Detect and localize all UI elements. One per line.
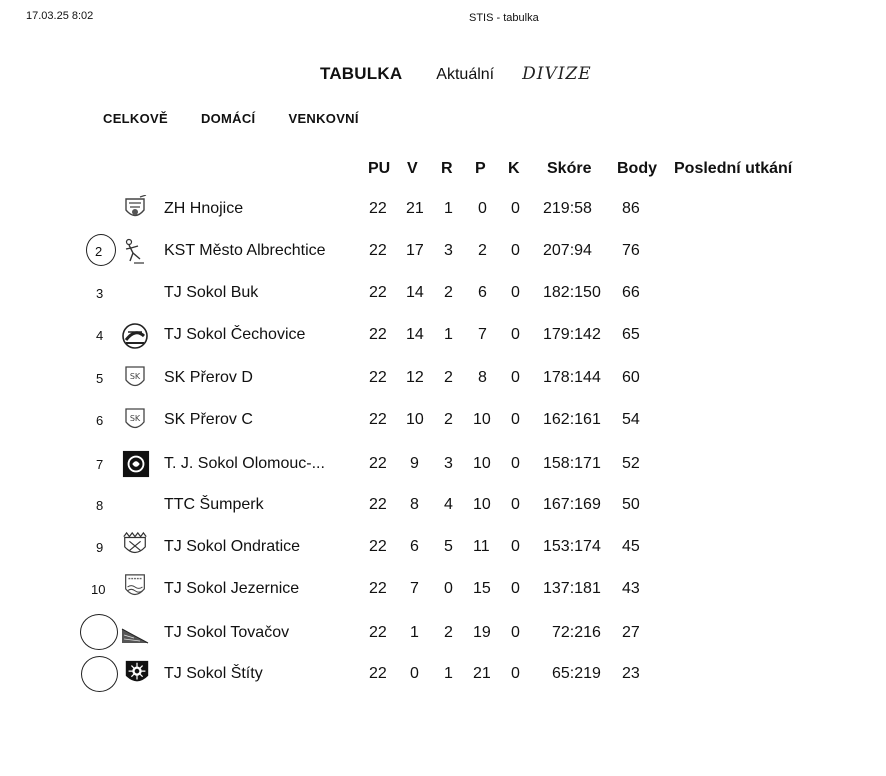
cell-k: 0 — [511, 411, 520, 428]
cell-pu: 22 — [369, 665, 387, 682]
cell-points: 60 — [622, 369, 640, 386]
cell-points: 45 — [622, 538, 640, 555]
table-row[interactable] — [0, 241, 886, 271]
cell-points: 27 — [622, 624, 640, 641]
rank: 4 — [96, 328, 104, 343]
page-title: TABULKA — [320, 64, 403, 83]
cell-points: 54 — [622, 411, 640, 428]
table-row[interactable] — [0, 579, 886, 609]
col-score: Skóre — [547, 160, 592, 177]
col-k: K — [508, 160, 520, 177]
cell-p: 2 — [478, 242, 487, 259]
hnojice-logo-icon — [120, 195, 150, 223]
cell-pu: 22 — [369, 326, 387, 343]
cell-r: 1 — [444, 200, 453, 217]
table-row[interactable] — [0, 325, 886, 355]
team-name[interactable]: TJ Sokol Čechovice — [164, 326, 306, 343]
cell-r: 0 — [444, 580, 453, 597]
team-name[interactable]: ZH Hnojice — [164, 200, 244, 217]
cell-v: 8 — [410, 496, 419, 513]
team-name[interactable]: KST Město Albrechtice — [164, 242, 326, 259]
stity-logo-icon — [122, 659, 152, 687]
cell-k: 0 — [511, 200, 520, 217]
cell-points: 52 — [622, 455, 640, 472]
team-name[interactable]: TJ Sokol Buk — [164, 284, 259, 301]
cell-k: 0 — [511, 496, 520, 513]
cell-k: 0 — [511, 326, 520, 343]
cell-k: 0 — [511, 665, 520, 682]
cell-pu: 22 — [369, 200, 387, 217]
cell-p: 21 — [473, 665, 491, 682]
cell-points: 66 — [622, 284, 640, 301]
ondratice-logo-icon — [120, 531, 150, 559]
team-name[interactable]: SK Přerov D — [164, 369, 253, 386]
rank: 6 — [96, 413, 104, 428]
prerov-logo-icon — [120, 406, 150, 434]
tab-overall[interactable]: CELKOVĚ — [103, 111, 168, 126]
table-row[interactable] — [0, 454, 886, 484]
cell-score: 219:58 — [543, 200, 592, 217]
cell-v: 14 — [406, 326, 424, 343]
cell-points: 65 — [622, 326, 640, 343]
cell-v: 6 — [410, 538, 419, 555]
handwritten-circle — [81, 656, 118, 692]
cell-score: 65:219 — [552, 665, 601, 682]
cell-r: 1 — [444, 326, 453, 343]
cell-k: 0 — [511, 284, 520, 301]
team-name[interactable]: TJ Sokol Tovačov — [164, 624, 290, 641]
rank: 7 — [96, 457, 104, 472]
tab-bar — [103, 111, 392, 126]
col-p: P — [475, 160, 486, 177]
print-title: STIS - tabulka — [469, 12, 539, 24]
cell-k: 0 — [511, 624, 520, 641]
col-points: Body — [617, 160, 657, 177]
cell-k: 0 — [511, 580, 520, 597]
cell-score: 207:94 — [543, 242, 592, 259]
cell-pu: 22 — [369, 284, 387, 301]
cell-r: 4 — [444, 496, 453, 513]
cell-k: 0 — [511, 369, 520, 386]
cell-r: 2 — [444, 284, 453, 301]
cell-score: 162:161 — [543, 411, 601, 428]
cell-p: 10 — [473, 496, 491, 513]
cell-p: 10 — [473, 411, 491, 428]
team-name[interactable]: TTC Šumperk — [164, 496, 264, 513]
col-r: R — [441, 160, 453, 177]
cell-score: 182:150 — [543, 284, 601, 301]
cell-points: 86 — [622, 200, 640, 217]
cell-k: 0 — [511, 455, 520, 472]
cell-pu: 22 — [369, 496, 387, 513]
cell-v: 10 — [406, 411, 424, 428]
olomouc-logo-icon — [121, 450, 151, 478]
cell-score: 178:144 — [543, 369, 601, 386]
col-pu: PU — [368, 160, 391, 177]
cell-pu: 22 — [369, 455, 387, 472]
cell-p: 19 — [473, 624, 491, 641]
team-name[interactable]: TJ Sokol Ondratice — [164, 538, 301, 555]
cell-pu: 22 — [369, 369, 387, 386]
cell-r: 3 — [444, 242, 453, 259]
cell-p: 10 — [473, 455, 491, 472]
cell-r: 2 — [444, 411, 453, 428]
cell-r: 2 — [444, 624, 453, 641]
tab-home[interactable]: DOMÁCÍ — [200, 111, 256, 126]
cell-v: 17 — [406, 242, 424, 259]
jezernice-logo-icon — [120, 573, 150, 601]
cell-p: 0 — [478, 200, 487, 217]
svg-text:SK: SK — [129, 372, 141, 381]
cell-v: 21 — [406, 200, 424, 217]
cell-v: 1 — [410, 624, 419, 641]
cell-points: 76 — [622, 242, 640, 259]
cell-k: 0 — [511, 538, 520, 555]
col-last-matches: Poslední utkání — [674, 160, 793, 177]
cell-p: 11 — [473, 538, 490, 555]
cell-p: 8 — [478, 369, 487, 386]
team-name[interactable]: TJ Sokol Štíty — [164, 665, 263, 682]
rank: 9 — [96, 540, 104, 555]
cell-r: 2 — [444, 369, 453, 386]
table-row[interactable] — [0, 199, 886, 229]
table-row[interactable] — [0, 368, 886, 398]
cell-p: 7 — [478, 326, 487, 343]
rank: 2 — [95, 244, 103, 259]
table-row[interactable] — [0, 410, 886, 440]
cell-pu: 22 — [369, 624, 387, 641]
cell-r: 5 — [444, 538, 453, 555]
rank: 5 — [96, 371, 104, 386]
cell-p: 6 — [478, 284, 487, 301]
cell-r: 3 — [444, 455, 453, 472]
svg-text:SK: SK — [129, 414, 141, 423]
rank: 10 — [91, 582, 106, 597]
handwritten-note: DIVIZE — [522, 64, 592, 84]
cell-score: 72:216 — [552, 624, 601, 641]
cell-score: 158:171 — [543, 455, 601, 472]
table-row[interactable] — [0, 664, 886, 694]
table-row[interactable] — [0, 623, 886, 653]
cell-points: 23 — [622, 665, 640, 682]
team-name[interactable]: TJ Sokol Jezernice — [164, 580, 300, 597]
cell-v: 0 — [410, 665, 419, 682]
cell-score: 137:181 — [543, 580, 601, 597]
col-v: V — [407, 160, 418, 177]
cell-points: 50 — [622, 496, 640, 513]
cell-pu: 22 — [369, 242, 387, 259]
cell-pu: 22 — [369, 411, 387, 428]
tovacov-logo-icon — [120, 621, 150, 649]
cell-pu: 22 — [369, 538, 387, 555]
cell-v: 7 — [410, 580, 419, 597]
table-row[interactable] — [0, 495, 886, 525]
handwritten-circle — [80, 614, 118, 650]
cell-pu: 22 — [369, 580, 387, 597]
print-date: 17.03.25 8:02 — [26, 10, 94, 22]
title-row — [320, 64, 592, 84]
team-name[interactable]: SK Přerov C — [164, 411, 253, 428]
cell-v: 14 — [406, 284, 424, 301]
cell-v: 9 — [410, 455, 419, 472]
rank: 3 — [96, 286, 104, 301]
albrechtice-logo-icon — [120, 237, 150, 265]
current-label[interactable]: Aktuální — [436, 66, 495, 83]
cell-score: 167:169 — [543, 496, 601, 513]
prerov-logo-icon — [120, 364, 150, 392]
cell-score: 153:174 — [543, 538, 601, 555]
cell-v: 12 — [406, 369, 424, 386]
cell-k: 0 — [511, 242, 520, 259]
tab-away[interactable]: VENKOVNÍ — [288, 111, 359, 126]
cell-p: 15 — [473, 580, 491, 597]
team-name[interactable]: T. J. Sokol Olomouc-... — [164, 455, 325, 472]
table-row[interactable] — [0, 537, 886, 567]
rank: 8 — [96, 498, 104, 513]
cell-r: 1 — [444, 665, 453, 682]
cell-points: 43 — [622, 580, 640, 597]
table-row[interactable] — [0, 283, 886, 313]
cell-score: 179:142 — [543, 326, 601, 343]
cechovice-logo-icon — [120, 322, 150, 350]
